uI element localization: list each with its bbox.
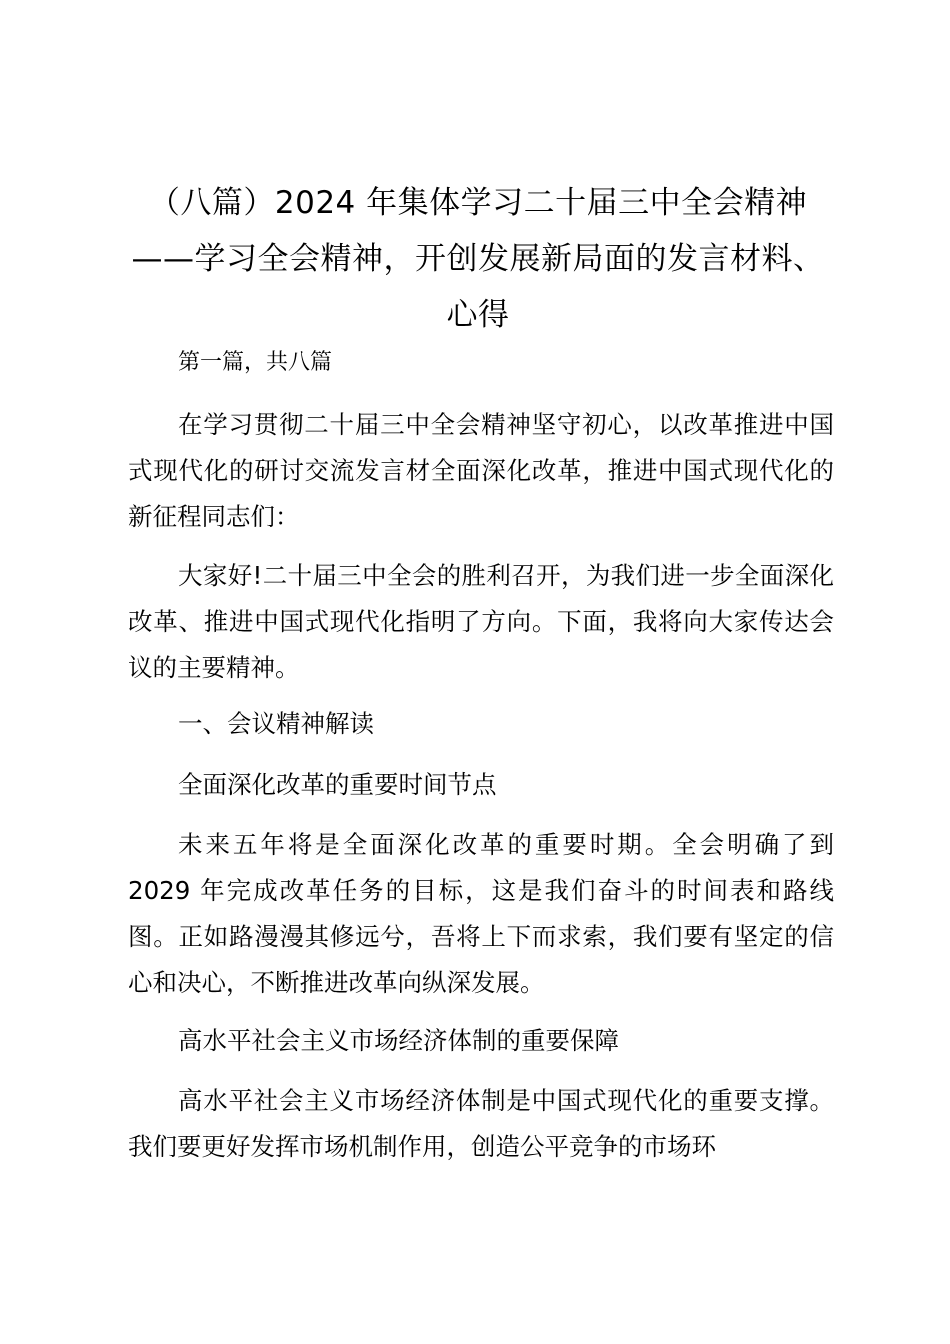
- part-label: 第一篇，共八篇: [178, 350, 333, 375]
- paragraph-reform-timeline: 未来五年将是全面深化改革的重要时期。全会明确了到 2029 年完成改革任务的目标，这是我们奋斗的时间表和路线图。正如路漫漫其修远兮，吾将上下而求索，我们要有坚定的信心和决心，不断推进改革向纵深发展。: [128, 830, 834, 997]
- subheading-market-economy: 高水平社会主义市场经济体制的重要保障: [178, 1026, 619, 1055]
- document-title: （八篇）2024 年集体学习二十届三中全会精神——学习全会精神，开创发展新局面的发言材料、心得: [131, 185, 825, 333]
- subheading-reform-timeline: 全面深化改革的重要时间节点: [178, 770, 497, 799]
- section-heading: 一、会议精神解读: [178, 709, 374, 738]
- paragraph-greeting: 大家好!二十届三中全会的胜利召开，为我们进一步全面深化改革、推进中国式现代化指明了方向。下面，我将向大家传达会议的主要精神。: [128, 561, 834, 682]
- paragraph-market-economy: 高水平社会主义市场经济体制是中国式现代化的重要支撑。我们要更好发挥市场机制作用，创造公平竞争的市场环: [128, 1086, 834, 1161]
- paragraph-opening: 在学习贯彻二十届三中全会精神坚守初心，以改革推进中国式现代化的研讨交流发言材全面深化改革，推进中国式现代化的新征程同志们：: [128, 410, 834, 531]
